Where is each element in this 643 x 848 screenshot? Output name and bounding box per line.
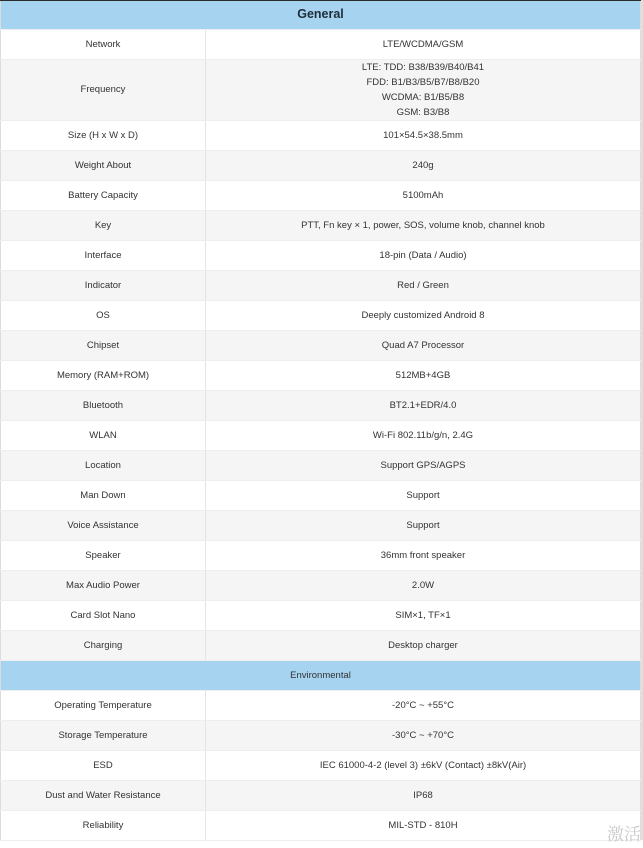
spec-value: Deeply customized Android 8 (206, 300, 641, 330)
table-row (1, 450, 641, 480)
section-header-general (1, 1, 641, 29)
spec-value: SIM×1, TF×1 (206, 600, 641, 630)
spec-value: LTE/WCDMA/GSM (206, 29, 641, 59)
table-row (1, 210, 641, 240)
spec-label: Location (1, 450, 206, 480)
spec-label: Voice Assistance (1, 510, 206, 540)
spec-label: Bluetooth (1, 390, 206, 420)
spec-label: Interface (1, 240, 206, 270)
spec-label: Chipset (1, 330, 206, 360)
table-row (1, 540, 641, 570)
spec-label: WLAN (1, 420, 206, 450)
spec-label: Charging (1, 630, 206, 660)
table-row (1, 240, 641, 270)
table-row (1, 420, 641, 450)
spec-label: Size (H x W x D) (1, 120, 206, 150)
spec-value: Support GPS/AGPS (206, 450, 641, 480)
spec-label: Max Audio Power (1, 570, 206, 600)
watermark-text: 激活 (607, 825, 641, 844)
spec-value: 2.0W (206, 570, 641, 600)
table-row (1, 120, 641, 150)
spec-value: 101×54.5×38.5mm (206, 120, 641, 150)
spec-value: Support (206, 510, 641, 540)
spec-label: OS (1, 300, 206, 330)
spec-label: Storage Temperature (1, 720, 206, 750)
table-row (1, 390, 641, 420)
spec-label: Card Slot Nano (1, 600, 206, 630)
section-title: General (1, 1, 641, 29)
table-row (1, 270, 641, 300)
spec-value: BT2.1+EDR/4.0 (206, 390, 641, 420)
table-row (1, 180, 641, 210)
spec-value: Quad A7 Processor (206, 330, 641, 360)
table-row (1, 810, 641, 840)
table-row (1, 480, 641, 510)
spec-value: PTT, Fn key × 1, power, SOS, volume knob, channel knob (206, 210, 641, 240)
spec-value: IEC 61000-4-2 (level 3) ±6kV (Contact) ±8kV(Air) (206, 750, 641, 780)
table-row (1, 750, 641, 780)
table-row (1, 330, 641, 360)
spec-value: Red / Green (206, 270, 641, 300)
spec-value-frequency (206, 59, 641, 120)
section-title: Environmental (1, 660, 641, 690)
spec-value: MIL-STD - 810H (206, 810, 641, 840)
table-row (1, 780, 641, 810)
spec-value: 18-pin (Data / Audio) (206, 240, 641, 270)
table-row (1, 570, 641, 600)
frequency-line: WCDMA: B1/B5/B8 (381, 91, 465, 103)
spec-value: Desktop charger (206, 630, 641, 660)
spec-label: Battery Capacity (1, 180, 206, 210)
spec-label: Man Down (1, 480, 206, 510)
table-row (1, 630, 641, 660)
frequency-line: FDD: B1/B3/B5/B7/B8/B20 (366, 76, 480, 88)
spec-label: Speaker (1, 540, 206, 570)
table-row (1, 690, 641, 720)
spec-value: IP68 (206, 780, 641, 810)
table-row (1, 360, 641, 390)
spec-value: Support (206, 480, 641, 510)
spec-label: ESD (1, 750, 206, 780)
frequency-line: GSM: B3/B8 (396, 106, 450, 118)
table-row (1, 510, 641, 540)
table-row (1, 59, 641, 120)
frequency-line: LTE: TDD: B38/B39/B40/B41 (361, 61, 485, 73)
spec-value: 240g (206, 150, 641, 180)
spec-table (0, 1, 641, 841)
spec-value: 36mm front speaker (206, 540, 641, 570)
spec-label: Weight About (1, 150, 206, 180)
spec-label: Network (1, 29, 206, 59)
table-row (1, 150, 641, 180)
table-row (1, 720, 641, 750)
table-row (1, 300, 641, 330)
spec-value: 512MB+4GB (206, 360, 641, 390)
spec-label: Frequency (1, 59, 206, 120)
spec-value: -30°C ~ +70°C (206, 720, 641, 750)
spec-label: Dust and Water Resistance (1, 780, 206, 810)
table-row (1, 600, 641, 630)
spec-label: Indicator (1, 270, 206, 300)
spec-label: Key (1, 210, 206, 240)
spec-value: Wi-Fi 802.11b/g/n, 2.4G (206, 420, 641, 450)
spec-label: Reliability (1, 810, 206, 840)
table-row (1, 29, 641, 59)
spec-value: 5100mAh (206, 180, 641, 210)
spec-value: -20°C ~ +55°C (206, 690, 641, 720)
section-header-environmental (1, 660, 641, 690)
spec-label: Memory (RAM+ROM) (1, 360, 206, 390)
spec-label: Operating Temperature (1, 690, 206, 720)
